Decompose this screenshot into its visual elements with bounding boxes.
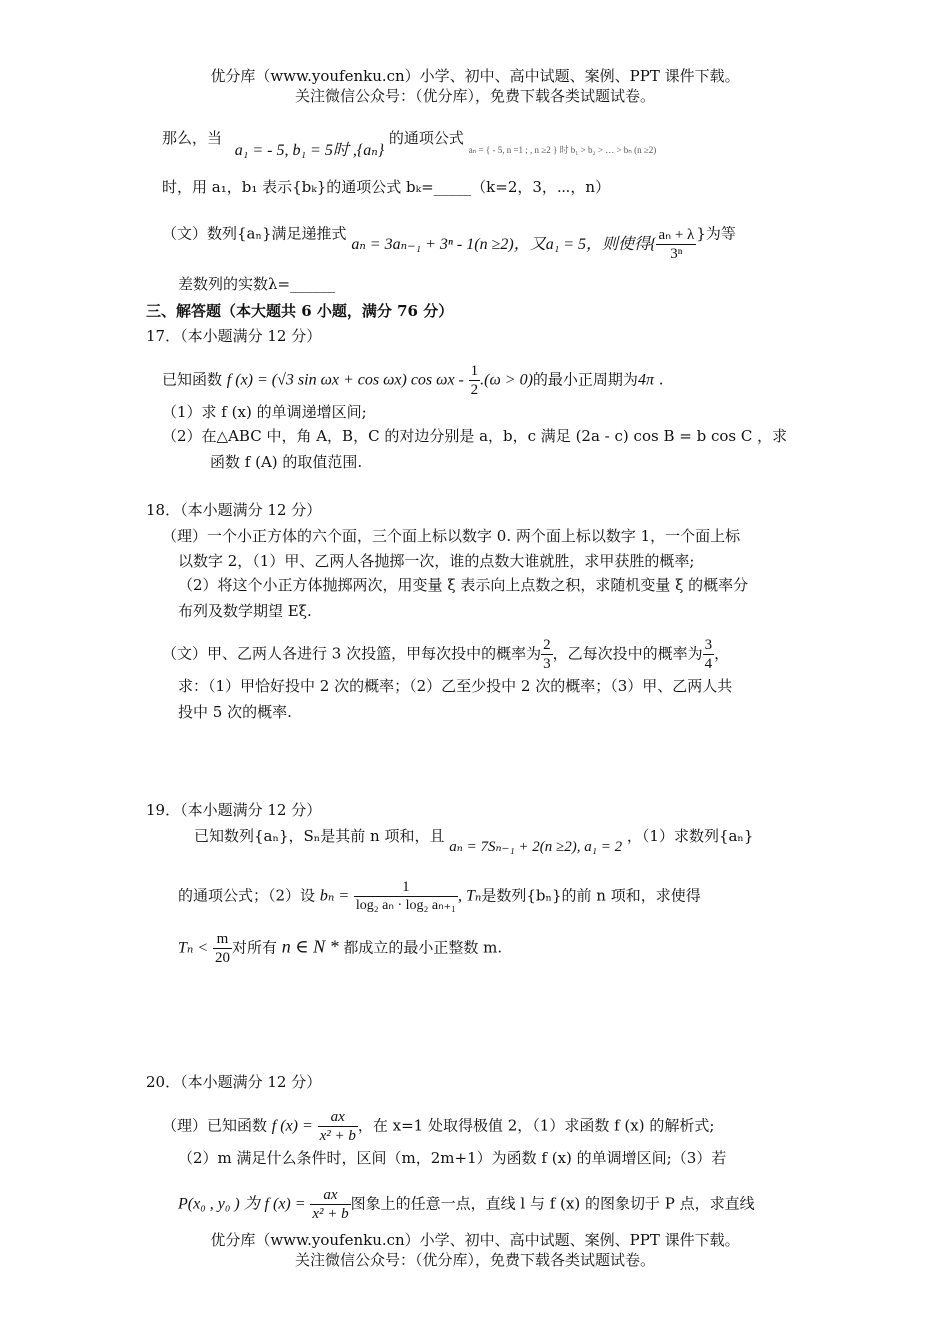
q19-l3-mid: 对所有: [231, 938, 277, 957]
q20-l3-suffix: 图象上的任意一点，直线 l 与 f (x) 的图象切于 P 点，求直线: [350, 1194, 755, 1213]
q18-f1-den: 3: [543, 656, 551, 672]
q18-f2-num: 3: [704, 637, 713, 653]
q17-l1-suffix: 的最小正周期为: [532, 370, 638, 389]
q20-l1-suffix: ，在 x=1 处取得极值 2，（1）求函数 f (x) 的解析式;: [357, 1116, 715, 1135]
q19-l2-frac-den: log₂ aₙ · log₂ aₙ₊₁: [355, 898, 456, 913]
q20-l1-frac-num: ax: [318, 1108, 358, 1127]
q20-l3-fraction: [310, 1186, 350, 1223]
q20-l3-frac-den: x² + b: [312, 1206, 349, 1222]
q19-line-1: [194, 826, 754, 855]
q19-line-3: [178, 930, 502, 967]
q16-wen-prefix: （文）数列{aₙ}满足递推式: [162, 224, 347, 243]
q20-l1-fx: f (x) =: [271, 1117, 313, 1135]
q17-frac-den: 2: [470, 382, 479, 398]
q19-l3-tn: Tₙ <: [178, 939, 209, 957]
q16-line-2: 时，用 a₁，b₁ 表示{bₖ}的通项公式 bₖ=_____（k=2，3，⋯，n）: [162, 178, 611, 196]
q19-l3-fraction: [213, 930, 232, 967]
section-3-heading: 三、解答题（本大题共 6 小题，满分 76 分）: [146, 302, 454, 320]
q20-l1-prefix: （理）已知函数: [162, 1116, 268, 1135]
q19-l1-suffix: ，（1）求数列{aₙ}: [626, 827, 754, 845]
q17-l1-math-2: .(ω > 0): [480, 371, 533, 389]
q16-wen-fraction: [656, 226, 696, 263]
q19-l2-suffix: 是数列{bₙ}的前 n 项和，求使得: [481, 886, 701, 905]
q17-heading: 17．（本小题满分 12 分）: [146, 327, 322, 345]
q19-l3-frac-den: 20: [214, 950, 230, 966]
q20-l3-frac-num: ax: [310, 1186, 350, 1205]
q20-l1-frac-den: x² + b: [319, 1128, 356, 1144]
q16-wen-line: [162, 216, 736, 262]
q19-heading: 19．（本小题满分 12 分）: [146, 801, 322, 819]
q16-l1-suffix: 的通项公式: [388, 129, 464, 147]
q19-l3-math: n ∈ N *: [281, 936, 339, 957]
q18-f1-num: 2: [543, 637, 551, 653]
q17-line-3: （2）在△ABC 中，角 A，B，C 的对边分别是 a，b，c 满足 (2a - c) cos B = b cos C ，求: [162, 427, 788, 445]
q17-l1-fraction: [469, 362, 481, 399]
q17-period: 4π: [637, 371, 654, 389]
q18-wen-line-1: [162, 636, 729, 673]
q20-l3-p: P(x₀ , y₀ ) 为: [178, 1195, 260, 1213]
q20-heading: 20．（本小题满分 12 分）: [146, 1073, 322, 1091]
q20-l3-fx: f (x) =: [264, 1195, 306, 1213]
q19-line-2: [178, 878, 701, 915]
q20-line-1: [162, 1108, 714, 1145]
header-line-1: 优分库（www.youfenku.cn）小学、初中、高中试题、案例、PPT 课件下载。: [210, 67, 740, 85]
q18-line-3: （2）将这个小正方体抛掷两次，用变量 ξ 表示向上点数之积，求随机变量 ξ 的概率分: [178, 576, 749, 594]
q19-l2-tn: , Tₙ: [457, 887, 482, 905]
q18-line-4: 布列及数学期望 Eξ.: [178, 602, 312, 620]
q18-wen-line-3: 投中 5 次的概率.: [178, 703, 292, 721]
footer-line-2: 关注微信公众号：（优分库），免费下载各类试题试卷。: [294, 1251, 655, 1269]
q18-heading: 18．（本小题满分 12 分）: [146, 501, 322, 519]
q20-line-3: [178, 1186, 755, 1223]
q16-wen-suffix: }为等: [696, 224, 736, 243]
q16-l1-prefix: 那么，当: [162, 129, 223, 147]
q18-line-1: （理）一个小正方体的六个面，三个面上标以数字 0. 两个面上标以数字 1，一个面上标: [162, 527, 741, 545]
footer-line-1: 优分库（www.youfenku.cn）小学、初中、高中试题、案例、PPT 课件下载。: [210, 1231, 740, 1249]
q19-l3-suffix: 都成立的最小正整数 m.: [343, 938, 503, 957]
q20-line-2: （2）m 满足什么条件时，区间（m，2m+1）为函数 f (x) 的单调增区间;（3）若: [178, 1149, 727, 1167]
q17-line-2: （1）求 f (x) 的单调递增区间;: [162, 403, 367, 421]
q18-wen-mid: ，乙每次投中的概率为: [552, 644, 703, 663]
q19-l1-prefix: 已知数列{aₙ}，Sₙ是其前 n 项和，且: [194, 827, 445, 845]
q18-line-2: 以数字 2，（1）甲、乙两人各抛掷一次，谁的点数大谁就胜，求甲获胜的概率;: [178, 552, 695, 570]
q17-line-4: 函数 f (A) 的取值范围.: [210, 453, 363, 471]
q17-frac-num: 1: [470, 363, 479, 379]
q17-l1-math: f (x) = (√3 sin ωx + cos ωx) cos ωx -: [226, 371, 464, 389]
q17-l1-prefix: 已知函数: [162, 370, 223, 389]
q18-wen-fraction-1: [541, 636, 553, 673]
q18-wen-prefix: （文）甲、乙两人各进行 3 次投篮，甲每次投中的概率为: [162, 644, 542, 663]
q20-l1-fraction: [318, 1108, 358, 1145]
q18-wen-line-2: 求：（1）甲恰好投中 2 次的概率；（2）乙至少投中 2 次的概率；（3）甲、乙两人共: [178, 677, 733, 695]
q16-wen-frac-num: aₙ + λ: [658, 227, 695, 243]
q19-l1-math: aₙ = 7Sₙ₋₁ + 2(n ≥2), a₁ = 2: [449, 839, 623, 855]
q19-l3-frac-num: m: [213, 930, 232, 949]
q19-l2-fraction: [354, 878, 458, 915]
q18-f2-den: 4: [704, 656, 713, 672]
q19-l2-prefix: 的通项公式；（2）设: [178, 886, 316, 905]
q17-line-1: 已知函数 f (x) = (√3 sin ωx + cos ωx) cos ωx - $\frac{1}{2}$ .(ω > 0)的最小正周期为4π .: [162, 363, 664, 398]
header-line-2: 关注微信公众号：（优分库），免费下载各类试题试卷。: [294, 87, 655, 105]
q19-l2-frac-num: 1: [354, 878, 458, 897]
q16-l1-tiny-formula: aₙ = { - 5, n =1 ; , n ≥2 } 时 b₁ > b₂ > … > bₙ (n ≥2): [468, 145, 657, 155]
q16-l1-math: a₁ = - 5, b₁ = 5时 ,{aₙ}: [234, 142, 385, 159]
q16-wen-frac-den: 3ⁿ: [670, 246, 683, 262]
q16-wen-line-2: 差数列的实数λ=______: [178, 275, 336, 293]
q18-wen-end: ，: [714, 644, 730, 663]
q19-l2-b: bₙ =: [319, 887, 350, 905]
q16-wen-math: aₙ = 3aₙ₋₁ + 3ⁿ - 1(n ≥2)，又a₁ = 5，则使得{: [351, 235, 657, 253]
q18-wen-fraction-2: [703, 636, 715, 673]
